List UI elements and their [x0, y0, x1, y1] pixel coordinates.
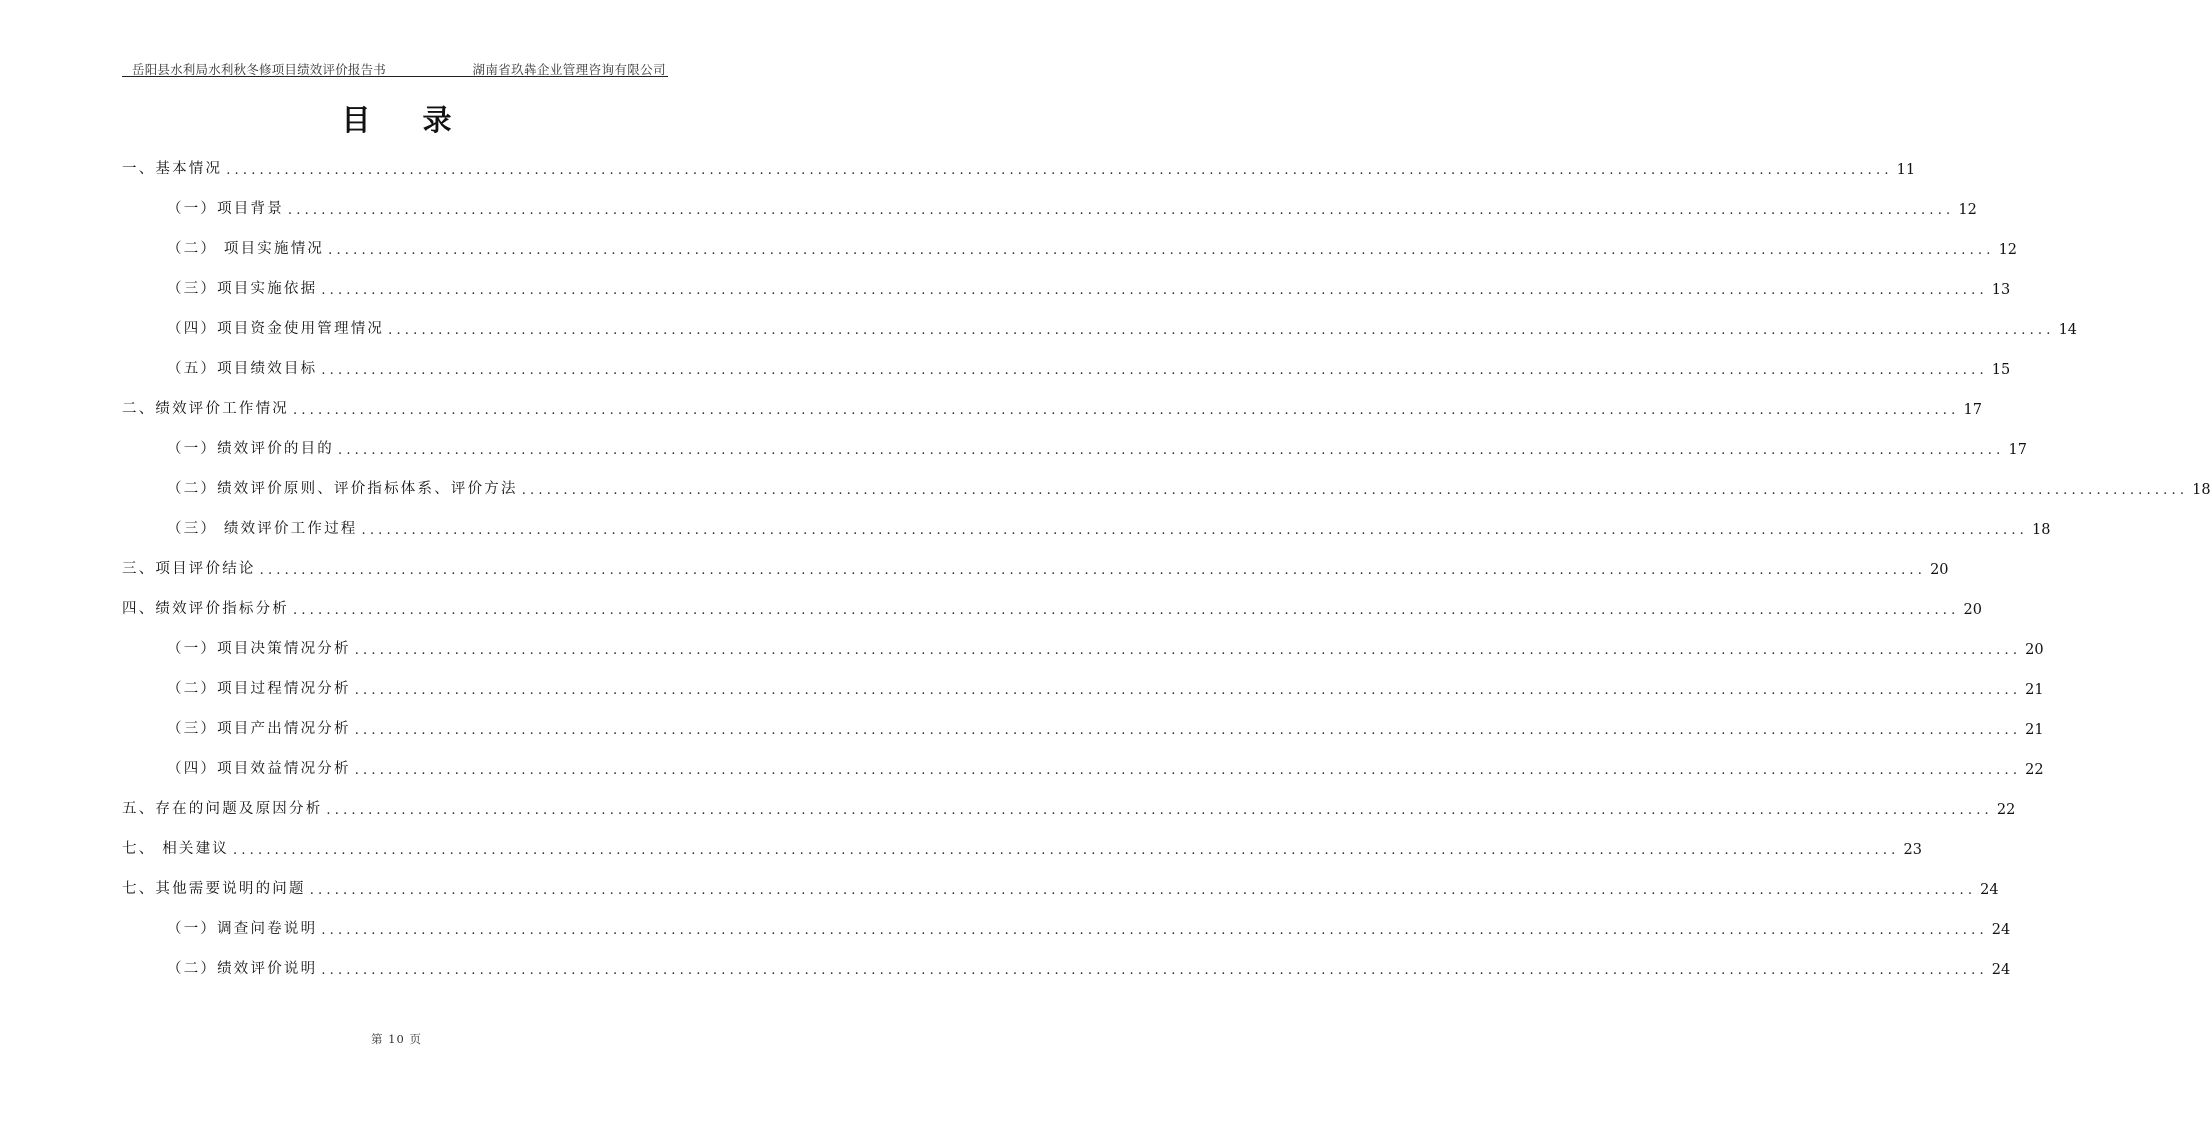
- footer-suffix: 页: [409, 1032, 422, 1046]
- toc-entry[interactable]: [167, 234, 2018, 258]
- toc-entry-page: 17: [1963, 402, 1982, 418]
- toc-entry[interactable]: [167, 474, 2211, 498]
- toc-leader-dots: ........................................................................................................................................................................................................: [321, 283, 1988, 298]
- toc-entry[interactable]: [167, 514, 2051, 538]
- toc-entry[interactable]: [122, 154, 1916, 178]
- toc-entry-page: 13: [1991, 282, 2011, 298]
- running-header: [122, 58, 668, 77]
- toc-leader-dots: ........................................................................................................................................................................................................: [321, 363, 1988, 378]
- toc-entry-page: 20: [1963, 602, 1982, 618]
- toc-leader-dots: ........................................................................................................................................................................................................: [328, 243, 1995, 258]
- toc-entry-label: （一）调查问卷说明: [167, 921, 318, 937]
- toc-entry-label: （四）项目资金使用管理情况: [167, 321, 385, 337]
- toc-leader-dots: ........................................................................................................................................................................................................: [259, 563, 1927, 578]
- toc-entry[interactable]: [167, 954, 2011, 978]
- toc-entry-page: 12: [1998, 242, 2018, 258]
- toc-entry[interactable]: [167, 434, 2027, 458]
- toc-entry[interactable]: [167, 354, 2011, 378]
- toc-leader-dots: ........................................................................................................................................................................................................: [293, 603, 1960, 618]
- toc-leader-dots: ........................................................................................................................................................................................................: [226, 163, 1893, 178]
- toc-entry-page: 20: [2025, 642, 2044, 658]
- toc-entry[interactable]: [122, 874, 1999, 898]
- toc-leader-dots: ........................................................................................................................................................................................................: [326, 803, 1993, 818]
- toc-entry-label: （一）绩效评价的目的: [167, 441, 334, 457]
- footer-prefix: 第: [371, 1032, 384, 1046]
- toc-entry-page: 21: [2025, 722, 2044, 738]
- toc-entry-label: （一）项目决策情况分析: [167, 641, 351, 657]
- toc-entry-page: 20: [1930, 562, 1949, 578]
- toc-entry[interactable]: [167, 914, 2011, 938]
- toc-leader-dots: ........................................................................................................................................................................................................: [338, 443, 2005, 458]
- toc-leader-dots: ........................................................................................................................................................................................................: [361, 523, 2028, 538]
- toc-leader-dots: ........................................................................................................................................................................................................: [233, 843, 1900, 858]
- toc-entry-page: 22: [1996, 802, 2016, 818]
- toc-entry-label: 七、 相关建议: [122, 841, 230, 857]
- toc-entry-label: （一）项目背景: [167, 201, 284, 217]
- toc-entry-label: （二） 项目实施情况: [167, 241, 325, 257]
- toc-entry-label: 一、基本情况: [122, 161, 223, 177]
- toc-entry[interactable]: [122, 794, 2016, 818]
- toc-entry-label: 二、绩效评价工作情况: [122, 401, 289, 417]
- toc-entry-page: 24: [1991, 962, 2011, 978]
- toc-entry[interactable]: [167, 634, 2044, 658]
- toc-leader-dots: ........................................................................................................................................................................................................: [388, 323, 2055, 338]
- toc-entry-page: 18: [2192, 482, 2211, 498]
- toc-entry-page: 18: [2031, 522, 2051, 538]
- toc-entry-page: 22: [2025, 762, 2044, 778]
- toc-entry[interactable]: [167, 274, 2011, 298]
- toc-leader-dots: ........................................................................................................................................................................................................: [354, 723, 2022, 738]
- toc-entry[interactable]: [122, 594, 1982, 618]
- toc-entry[interactable]: [167, 194, 1977, 218]
- header-company-name: 湖南省玖犇企业管理咨询有限公司: [472, 62, 666, 77]
- toc-entry-page: 23: [1903, 842, 1922, 858]
- toc-entry-page: 14: [2058, 322, 2078, 338]
- toc-entry-label: （三） 绩效评价工作过程: [167, 521, 358, 537]
- toc-entry[interactable]: [167, 754, 2044, 778]
- toc-entry-page: 12: [1958, 202, 1977, 218]
- toc-leader-dots: ........................................................................................................................................................................................................: [354, 683, 2022, 698]
- toc-entry-label: 四、绩效评价指标分析: [122, 601, 289, 617]
- toc-leader-dots: ........................................................................................................................................................................................................: [321, 963, 1988, 978]
- toc-leader-dots: ........................................................................................................................................................................................................: [293, 403, 1960, 418]
- toc-leader-dots: ........................................................................................................................................................................................................: [309, 883, 1977, 898]
- toc-entry-page: 11: [1896, 162, 1916, 178]
- toc-entry[interactable]: [122, 554, 1949, 578]
- toc-entry-label: （四）项目效益情况分析: [167, 761, 351, 777]
- toc-entry-page: 24: [1991, 922, 2011, 938]
- toc-leader-dots: ........................................................................................................................................................................................................: [521, 483, 2189, 498]
- toc-entry-label: （三）项目实施依据: [167, 281, 318, 297]
- toc-leader-dots: ........................................................................................................................................................................................................: [321, 923, 1988, 938]
- toc-entry-label: 三、项目评价结论: [122, 561, 256, 577]
- toc-entry-label: （五）项目绩效目标: [167, 361, 318, 377]
- toc-entry-label: （三）项目产出情况分析: [167, 721, 351, 737]
- toc-entry-page: 17: [2008, 442, 2027, 458]
- toc-entry[interactable]: [167, 674, 2044, 698]
- toc-leader-dots: ........................................................................................................................................................................................................: [287, 203, 1955, 218]
- toc-entry[interactable]: [122, 394, 1982, 418]
- toc-entry-page: 24: [1980, 882, 1999, 898]
- toc-entry-page: 15: [1991, 362, 2011, 378]
- toc-entry-label: （二）绩效评价说明: [167, 961, 318, 977]
- toc-entry-label: 七、其他需要说明的问题: [122, 881, 306, 897]
- footer-page-number: 10: [388, 1032, 405, 1046]
- header-report-title: 岳阳县水利局水利秋冬修项目绩效评价报告书: [132, 62, 387, 77]
- toc-entry-label: 五、存在的问题及原因分析: [122, 801, 323, 817]
- toc-entry[interactable]: [167, 314, 2078, 338]
- page-footer: [0, 1031, 793, 1047]
- toc-leader-dots: ........................................................................................................................................................................................................: [354, 763, 2022, 778]
- toc-entry[interactable]: [122, 834, 1922, 858]
- toc-leader-dots: ........................................................................................................................................................................................................: [354, 643, 2022, 658]
- toc-entry-label: （二）项目过程情况分析: [167, 681, 351, 697]
- toc-entry-page: 21: [2025, 682, 2044, 698]
- toc-title: 目录: [341, 103, 504, 137]
- toc-entry-label: （二）绩效评价原则、评价指标体系、评价方法: [167, 481, 518, 497]
- toc-entry[interactable]: [167, 714, 2044, 738]
